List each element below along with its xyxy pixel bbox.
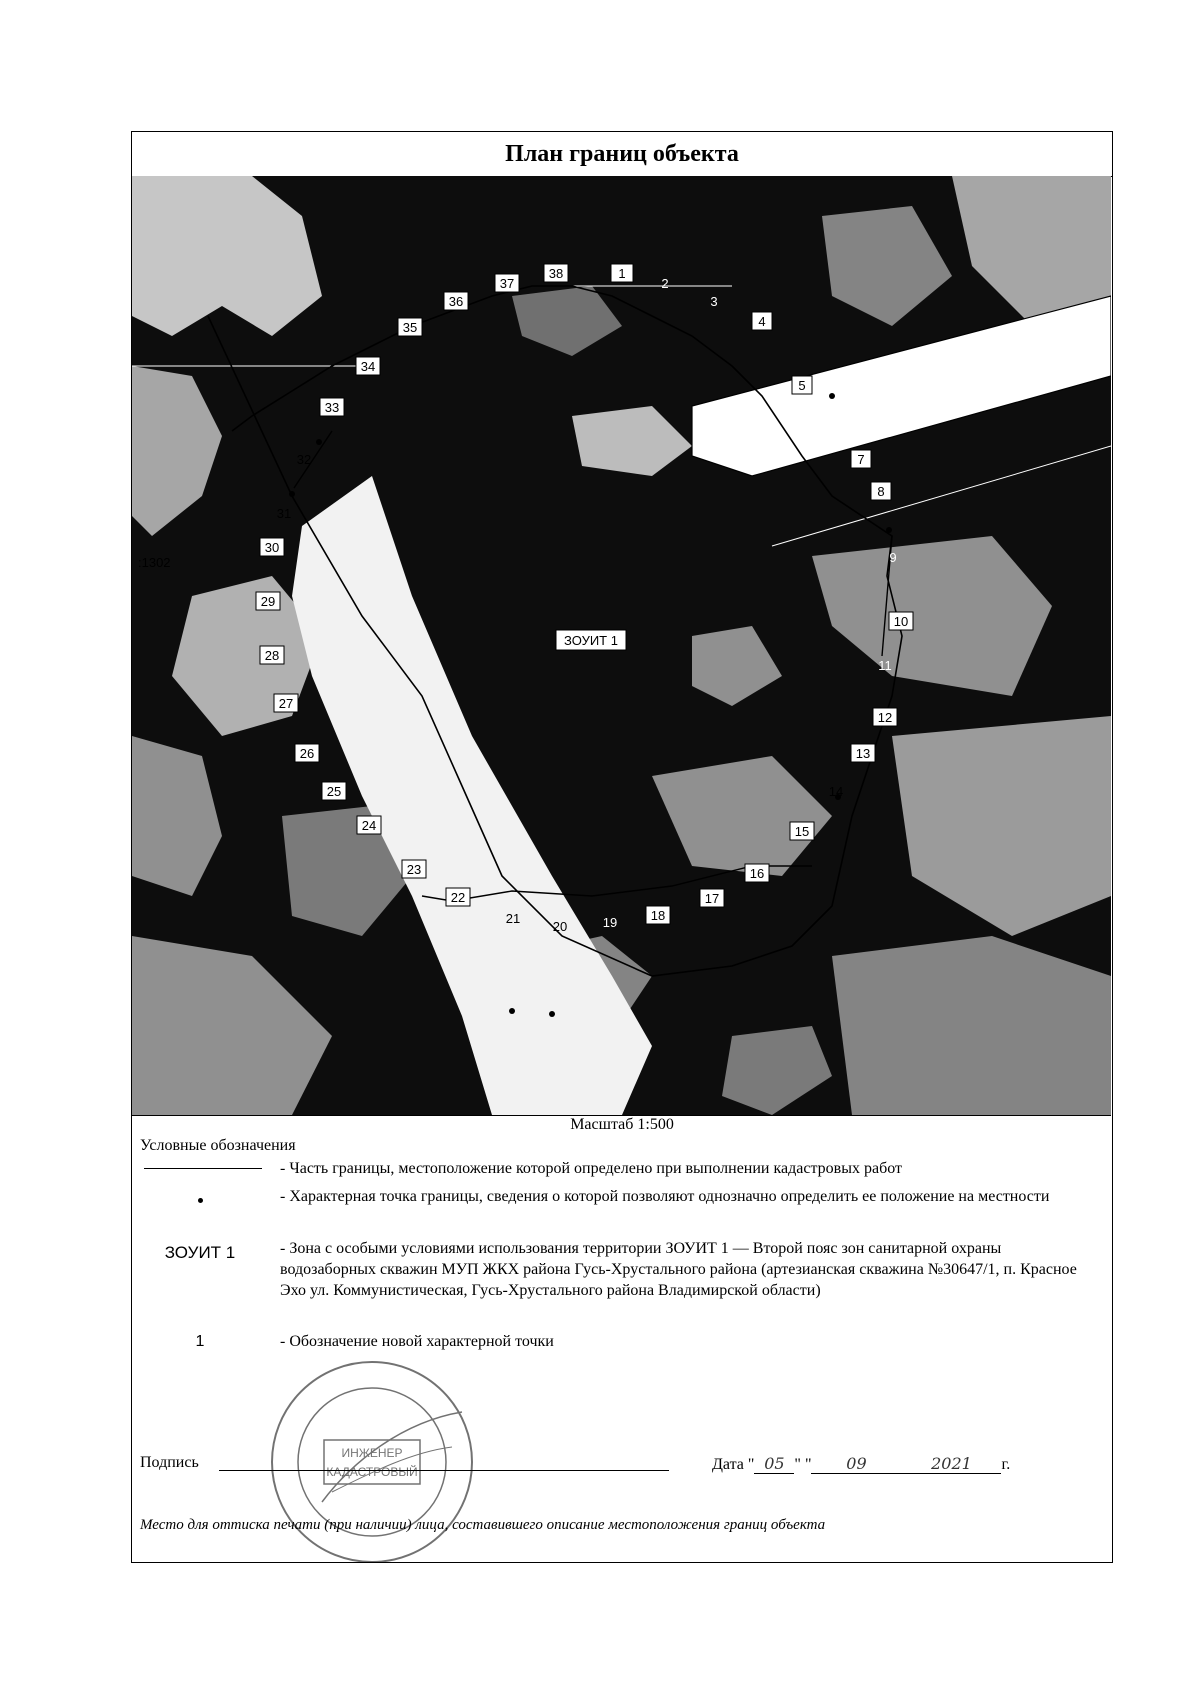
date-day: 05 bbox=[754, 1454, 794, 1474]
point-label-5: 5 bbox=[798, 378, 806, 393]
point-label-33: 33 bbox=[324, 400, 340, 415]
point-label-19: 19 bbox=[602, 915, 618, 930]
point-label-31: 31 bbox=[276, 506, 292, 521]
map-canvas bbox=[132, 176, 1111, 1115]
point-label-10: 10 bbox=[893, 614, 909, 629]
point-label-3: 3 bbox=[710, 294, 718, 309]
point-label-32: 32 bbox=[296, 452, 312, 467]
point-label-29: 29 bbox=[260, 594, 276, 609]
point-label-38: 38 bbox=[548, 266, 564, 281]
legend-point-symbol: 1 bbox=[195, 1333, 205, 1350]
map-scale: Масштаб 1:500 bbox=[570, 1116, 674, 1133]
point-label-21: 21 bbox=[505, 911, 521, 926]
legend-zone-symbol: ЗОУИТ 1 bbox=[164, 1243, 236, 1262]
point-label-36: 36 bbox=[448, 294, 464, 309]
point-label-22: 22 bbox=[450, 890, 466, 905]
point-label-27: 27 bbox=[278, 696, 294, 711]
point-label-23: 23 bbox=[406, 862, 422, 877]
point-label-9: 9 bbox=[889, 550, 897, 565]
stamp-place-note: Место для оттиска печати (при наличии) лица, составившего описание местоположения границ объекта bbox=[140, 1517, 826, 1533]
document-frame bbox=[131, 131, 1113, 1563]
point-label-25: 25 bbox=[326, 784, 342, 799]
point-label-30: 30 bbox=[264, 540, 280, 555]
point-label-12: 12 bbox=[877, 710, 893, 725]
point-label-6: 6 bbox=[831, 404, 839, 419]
point-label-4: 4 bbox=[758, 314, 766, 329]
legend-item-text: - Часть границы, местоположение которой определено при выполнении кадастровых работ bbox=[280, 1160, 902, 1177]
signature-line bbox=[219, 1470, 669, 1471]
point-label-28: 28 bbox=[264, 648, 280, 663]
seal-stamp bbox=[262, 1352, 482, 1572]
point-label-18: 18 bbox=[650, 908, 666, 923]
signature-label: Подпись bbox=[140, 1454, 199, 1471]
point-label-26: 26 bbox=[299, 746, 315, 761]
point-label-11: 11 bbox=[878, 658, 892, 673]
point-label-24: 24 bbox=[361, 818, 377, 833]
point-label-13: 13 bbox=[855, 746, 871, 761]
point-label-7: 7 bbox=[857, 452, 865, 467]
point-label-1: 1 bbox=[618, 266, 626, 281]
parcel-number-label: :1302 bbox=[138, 555, 171, 570]
point-label-35: 35 bbox=[402, 320, 418, 335]
point-label-15: 15 bbox=[794, 824, 810, 839]
svg-text:ИНЖЕНЕР: ИНЖЕНЕР bbox=[341, 1446, 403, 1460]
date-year: 2021 bbox=[901, 1454, 1001, 1474]
legend-item-text: - Характерная точка границы, сведения о которой позволяют однозначно определить ее положение на местности bbox=[280, 1188, 1050, 1205]
point-label-14: 14 bbox=[828, 784, 844, 799]
point-label-17: 17 bbox=[704, 891, 720, 906]
legend-item-text: - Обозначение новой характерной точки bbox=[280, 1333, 554, 1350]
svg-text:КАДАСТРОВЫЙ: КАДАСТРОВЫЙ bbox=[326, 1465, 418, 1479]
point-label-16: 16 bbox=[749, 866, 765, 881]
page-title: План границ объекта bbox=[132, 132, 1112, 177]
point-label-20: 20 bbox=[552, 919, 568, 934]
legend-dot-symbol bbox=[140, 1188, 260, 1209]
point-label-34: 34 bbox=[360, 359, 376, 374]
date-suffix: г. bbox=[1001, 1456, 1011, 1473]
date-month: 09 bbox=[811, 1454, 901, 1474]
date-prefix: Дата " bbox=[712, 1456, 755, 1473]
legend-title: Условные обозначения bbox=[140, 1137, 296, 1154]
point-label-2: 2 bbox=[661, 276, 669, 291]
date-field: Дата " 05 " " 09 2021 г. bbox=[712, 1454, 1011, 1473]
zone-label: ЗОУИТ 1 bbox=[564, 633, 618, 648]
legend-item-text: - Зона с особыми условиями использования территории ЗОУИТ 1 — Второй пояс зон санитарной охраны водозаборных скважин МУП ЖКХ района Гусь-Хрустального района (артезианская скважина №30647/1, п. Красное Эхо ул. Коммунистическая, Гусь-Хрустального района Владимирской области) bbox=[280, 1240, 1077, 1299]
point-label-8: 8 bbox=[877, 484, 885, 499]
point-label-37: 37 bbox=[499, 276, 515, 291]
legend-line-symbol bbox=[144, 1168, 262, 1169]
boundary-map bbox=[132, 176, 1111, 1116]
